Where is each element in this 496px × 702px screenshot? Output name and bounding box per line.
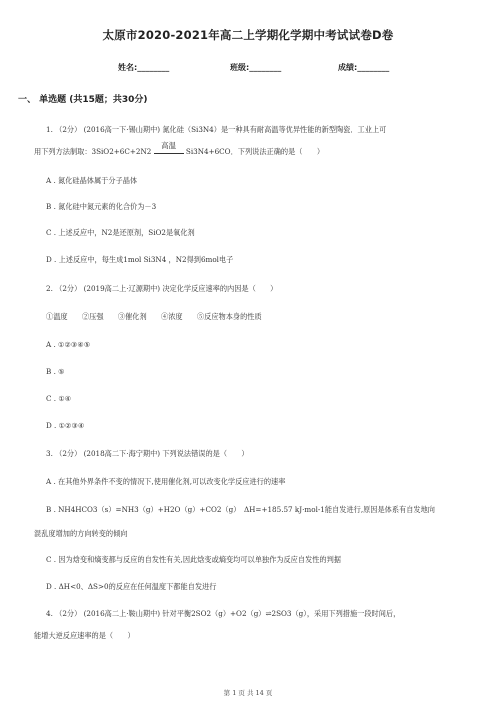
q1-option-b: B . 氮化硅中氮元素的化合价为－3 bbox=[46, 202, 157, 211]
q1-stem-line2 bbox=[34, 141, 325, 157]
q3-option-b-line1: B . NH4HCO3（s）=NH3（g）+H2O（g）+CO2（g） ΔH=+185.57 kJ·mol-1能自发进行,原因是体系有自发地向 bbox=[46, 505, 435, 514]
q2-option-c: C . ①④ bbox=[46, 394, 72, 403]
reaction-arrow bbox=[154, 141, 184, 154]
score-field: 成绩:________ bbox=[338, 63, 390, 72]
q3-option-c: C . 因为焓变和熵变都与反应的自发性有关,因此焓变或熵变均可以单独作为反应自发性的判据 bbox=[46, 555, 341, 564]
q2-conditions: ①温度 ②压强 ③催化剂 ④浓度 ⑤反应物本身的性质 bbox=[46, 312, 262, 321]
q1-stem-line1: 1. （2分） (2016高一下·锡山期中) 氮化硅（Si3N4）是一种具有耐高温等优异性能的新型陶瓷．工业上可 bbox=[46, 125, 387, 134]
section-heading: 一、 单选题 (共15题；共30分) bbox=[18, 95, 148, 105]
class-field: 班级:________ bbox=[230, 63, 282, 72]
q2-option-b: B . ⑤ bbox=[46, 367, 65, 376]
q1-reactants: 用下列方法制取：3SiO2+6C+2N2 bbox=[34, 147, 152, 156]
reaction-condition: 高温 bbox=[161, 141, 177, 150]
q2-stem: 2. （2分） (2019高二上·辽源期中) 决定化学反应速率的内因是（ ） bbox=[46, 284, 278, 293]
name-field: 姓名:________ bbox=[118, 63, 170, 72]
q2-option-a: A . ①②③④⑤ bbox=[46, 340, 91, 349]
q1-option-d: D . 上述反应中，每生成1mol Si3N4 ，N2得到6mol电子 bbox=[46, 255, 234, 264]
q3-option-a: A . 在其他外界条件不变的情况下,使用催化剂,可以改变化学反应进行的速率 bbox=[46, 477, 286, 486]
q1-option-c: C . 上述反应中，N2是还原剂，SiO2是氧化剂 bbox=[46, 228, 195, 237]
q1-option-a: A . 氮化硅晶体属于分子晶体 bbox=[46, 176, 138, 185]
q3-option-b-line2: 混乱度增加的方向转变的倾向 bbox=[34, 529, 128, 538]
q4-stem-line2: 能增大逆反应速率的是（ ） bbox=[34, 631, 135, 640]
page-footer: 第 1 页 共 14 页 bbox=[223, 689, 273, 697]
q1-products: Si3N4+6CO．下列说法正确的是（ ） bbox=[185, 147, 325, 156]
q3-option-d: D . ΔH<0、ΔS>0的反应在任何温度下都能自发进行 bbox=[46, 582, 217, 591]
q2-option-d: D . ①②③④ bbox=[46, 421, 85, 430]
q4-stem-line1: 4. （2分） (2016高二上·鞍山期中) 针对平衡2SO2（g）+O2（g）⇌2SO3（g），采用下列措施一段时间后， bbox=[46, 609, 401, 618]
q3-stem: 3. （2分） (2018高二下·海宁期中) 下列说法错误的是（ ） bbox=[46, 449, 249, 458]
page-title: 太原市2020-2021年高二上学期化学期中考试试卷D卷 bbox=[102, 28, 394, 42]
